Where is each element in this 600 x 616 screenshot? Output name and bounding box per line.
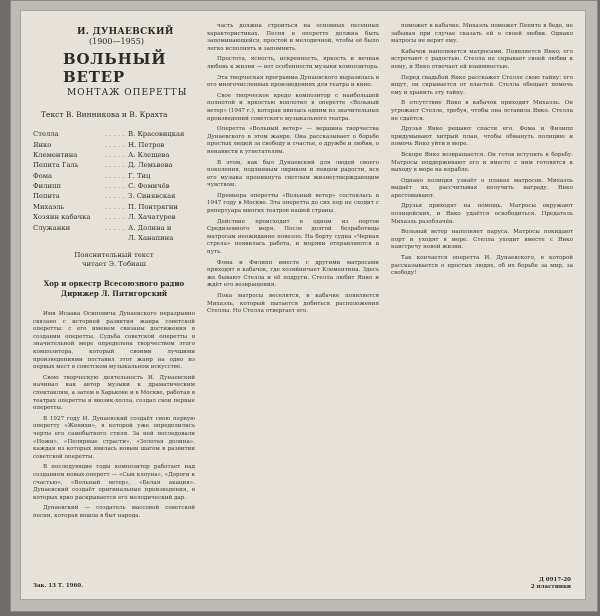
paragraph: Друзья Янко решают спасти его. Фома и Филипп придумывают хитрый план, чтобы обмануть полицию и помочь Янко уйти в море. [391, 126, 573, 148]
leader-dots: . . . . . [105, 192, 125, 201]
work-subtitle: МОНТАЖ ОПЕРЕТТЫ [67, 88, 188, 98]
paragraph: Вольный ветер наполняет паруса. Матросы покидают порт и уходят в море. Стелла уходит вместе с Янко навстречу новой жизни. [391, 229, 573, 251]
liner-notes-sheet [20, 10, 586, 600]
cast-actor: Л. Ханапина [128, 233, 174, 242]
paragraph: Оперетта «Вольный ветер» — вершина творчества Дунаевского в этом жанре. Она рассказывает о борьбе простых людей за свободу и счастье, о дружбе и любви, о ненависти к угнетателям. [207, 126, 380, 155]
cast-role: Фома [33, 171, 53, 180]
paragraph: Свое творческое кредо композитор с наибольшей полнотой и яркостью воплотил в оперетте «Вольный ветер» (1947 г.), которая явилась одним из значительных произведений советского музыкального театра. [207, 92, 379, 122]
leader-dots: . . . . . [105, 182, 125, 191]
left-column [33, 23, 195, 524]
choir-credit [33, 279, 195, 299]
cast-row [33, 222, 195, 232]
paragraph: Фома и Филипп вместе с другими матросами приходят в кабачок, где хозяйничает Клементина. Здесь же бывают Стелла и её подруги. Стелла любит Янко и ждёт его возвращения. [207, 259, 379, 289]
libretto-authors: Текст В. Винникова и В. Крахта [41, 110, 168, 119]
choir-line-1: Хор и оркестр Всесоюзного радио [43, 279, 185, 289]
cast-row [33, 160, 195, 170]
cast-actor: А. Долина и [128, 223, 172, 232]
cast-role: Михаэль [33, 202, 65, 211]
cast-row [33, 150, 195, 160]
cast-list [33, 129, 195, 243]
paragraph: Эта творческая программа Дунаевского выразилась в его многочисленных произведениях для театра и кино. [207, 74, 379, 89]
intro-text [33, 311, 195, 520]
cast-role: Служанки [33, 223, 71, 232]
leader-dots: . . . . . [105, 202, 125, 211]
cast-role: Хозяин кабачка [33, 213, 91, 222]
cast-role: Стелла [33, 130, 59, 139]
cast-role: Пепита [33, 192, 60, 201]
cast-role: Клементина [33, 150, 78, 159]
narration-line-2: читает Э. Тобиаш [82, 260, 146, 269]
leader-dots: . . . . . [105, 130, 125, 139]
paragraph: Простота, ясность, искренность, яркость и вечная любовь к жизни — вот особенности музыки композитора. [207, 56, 379, 70]
cast-row [33, 181, 195, 191]
paragraph: Пока матросы веселятся, в кабачке появляется Михаэль, который пытается добиться расположения Стеллы. Но Стелла отвергает его. [207, 293, 379, 315]
paragraph: Однако полиция узнаёт о планах матросов. Михаэль выдаёт их, рассчитывая получить награду. Янко арестовывают. [391, 177, 573, 199]
cast-row [33, 171, 195, 181]
composer-years: (1900—1955) [89, 37, 144, 46]
cast-row [33, 129, 195, 139]
record-sleeve [10, 0, 598, 612]
paragraph: Действие происходит в одном из портов Средиземного моря. После долгой безработицы матросам неожиданно повезло. На борту судна «Черная стрела» появилась работа, и моряки отправляются в путь. [207, 218, 379, 256]
cast-role [33, 233, 105, 243]
leader-dots: . . . . . [105, 161, 125, 170]
paragraph: В 1927 году И. Дунаевский создаёт свою первую оперетту «Женихи», в которой уже определились черты его самобытного стиля. За ней последовали «Ножи», «Полярные страсти», «Золотая долина», каждая из которых явилась новым шагом в развитии советской оперетты. [33, 415, 195, 460]
cast-row [33, 233, 195, 243]
cast-actor: А. Клещева [128, 150, 170, 159]
paragraph: Имя Исаака Осиповича Дунаевского неразрывно связано с историей развития жанра советской оперетты: с его именем связаны достижения в создании оперетты. Судьба советской оперетты в значительной мере определена творчеством этого композитора, который своими лучшими произведениями поставил этот жанр на одно из первых мест в советском музыкальном искусстве. [33, 311, 195, 371]
cast-actor: С. Фомичёв [128, 182, 170, 191]
right-column [391, 23, 573, 281]
leader-dots: . . . . . [105, 150, 125, 159]
catalog-number: Д 0917-20 [538, 576, 571, 583]
paragraph: Вскоре Янко возвращается. Он готов вступить в борьбу. Матросы поддерживают его и вместе с ним готовятся к выходу в море на корабле. [391, 151, 573, 174]
cast-actor: Л. Хачатуров [128, 213, 176, 222]
cast-actor: З. Синявская [128, 192, 176, 201]
cast-actor: Н. Петров [128, 140, 165, 149]
paragraph: В последующие годы композитор работает над созданием новых оперетт — «Сын клоуна», «Дороги к счастью», «Вольный ветер», «Белая акация». Дунаевский создаёт оригинальные произведения, в которых ярко раскрывается его мелодический дар. [33, 464, 195, 501]
cast-row [33, 202, 195, 212]
narration-credit [33, 251, 195, 269]
narration-line-1: Пояснительный текст [74, 251, 154, 260]
paragraph: Перед свадьбой Янко расскажет Стелле свою тайну: его ищут, он скрывается от властей. Стелла обещает помочь ему и хранить эту тайну. [391, 74, 573, 96]
order-number: Зак. 13 Т. 1960. [33, 583, 84, 589]
cast-role: Филипп [33, 182, 62, 191]
cast-row [33, 212, 195, 222]
paragraph: Свою творческую деятельность И. Дунаевский начинал как автор музыки к драматическим спектаклям, а затем в Харькове и в Москве, работая в театрах оперетты и мюзик-холла, создал свои первые оперетты. [33, 374, 195, 412]
paragraph: В этом, как был Дунаевский для людей своего поколения, подлинным лириком и певцом радости, вся его музыка проникнута светлым жизнеутверждающим чувством. [207, 159, 379, 189]
conductor-line: Дирижер Л. Пятигорский [60, 289, 168, 299]
cast-row [33, 191, 195, 201]
paragraph: поможет в кабачке. Михаэль поможет Пепите в беде, не забывая при случае сказать ей о своей любви. Однако матросы не верят ему. [391, 23, 573, 45]
paragraph: Друзья приходят на помощь. Матросы окружают полицейских, и Янко удаётся освободиться. Предатель Михаэль разоблачён. [391, 203, 573, 225]
catalog-info [531, 577, 571, 591]
cast-role: Янко [33, 140, 52, 149]
cast-actor: В. Красовицкая [128, 130, 185, 139]
leader-dots: . . . . . [105, 140, 125, 149]
disc-count: 2 пластинки [530, 583, 571, 590]
leader-dots: . . . . . [105, 213, 125, 222]
cast-actor: П. Понтрягин [128, 202, 178, 211]
paragraph: Дунаевский — создатель массовой советской песни, которая вошла в быт народа. [33, 505, 195, 519]
paragraph: часть должна строиться на основных песенных характеристиках. Песня в оперетте должна быть запоминающейся, простой и мелодичной, чтобы её было легко исполнять и запомнить. [207, 23, 379, 52]
paragraph: Кабачок наполняется матросами. Появляется Янко; его встречают с радостью. Стелла не скрывает своей любви к нему, и Янко отвечает ей взаимностью. [391, 48, 573, 70]
paragraph: Премьера оперетты «Вольный ветер» состоялась в 1947 году в Москве. Эта оперетта до сих пор не сходит с репертуара многих театров нашей страны. [207, 192, 379, 215]
cast-actor: Г. Тиц [128, 171, 151, 180]
cast-row [33, 139, 195, 149]
paragraph: Так кончается оперетта И. Дунаевского, в которой рассказывается о простых людях, об их борьбе за мир, за свободу! [391, 255, 573, 277]
middle-column [207, 23, 379, 319]
paragraph: В отсутствие Янко в кабачок приходит Михаэль. Он угрожает Стелле, требуя, чтобы она оставила Янко. Стелла не сдаётся. [391, 100, 573, 122]
cast-actor: Д. Лемьвова [128, 161, 173, 170]
work-title: ВОЛЬНЫЙ ВЕТЕР [63, 50, 167, 86]
composer-name: И. ДУНАЕВСКИЙ [77, 27, 174, 37]
cast-role: Пепита Галь [33, 161, 79, 170]
leader-dots: . . . . . [105, 171, 125, 180]
leader-dots [105, 233, 128, 243]
leader-dots: . . . . . [105, 223, 125, 232]
